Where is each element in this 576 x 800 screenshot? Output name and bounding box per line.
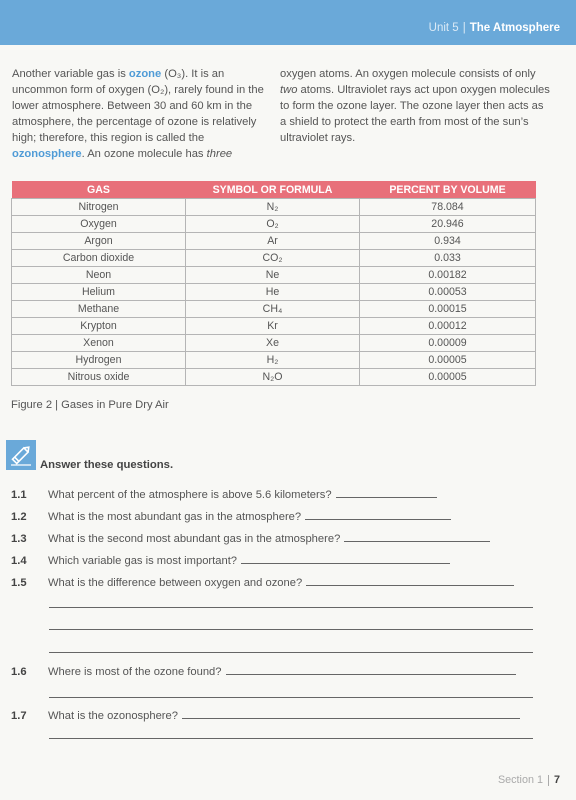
question-text: Where is most of the ozone found? xyxy=(48,666,222,678)
table-row xyxy=(12,250,536,267)
answer-blank[interactable] xyxy=(226,664,516,675)
intro-text: oxygen atoms. An oxygen molecule consists of only xyxy=(280,68,536,80)
pencil-badge xyxy=(6,440,36,470)
question-number: 1.3 xyxy=(11,533,27,545)
intro-paragraph-right xyxy=(280,66,550,146)
intro-text: Another variable gas is xyxy=(12,68,129,80)
gas-cell: Oxygen xyxy=(12,216,186,233)
question-text: What is the ozonosphere? xyxy=(48,710,178,722)
percent-cell: 78.084 xyxy=(360,199,536,216)
question-1-4 xyxy=(11,553,450,567)
question-number: 1.1 xyxy=(11,489,27,501)
table-row xyxy=(12,335,536,352)
table-row xyxy=(12,233,536,250)
answer-blank[interactable] xyxy=(306,575,514,586)
table-row xyxy=(12,318,536,335)
table-row xyxy=(12,369,536,386)
footer-divider xyxy=(548,775,549,786)
percent-cell: 0.00015 xyxy=(360,301,536,318)
percent-cell: 0.00182 xyxy=(360,267,536,284)
question-number: 1.7 xyxy=(11,710,27,722)
answer-blank[interactable] xyxy=(241,553,450,564)
gas-cell: Carbon dioxide xyxy=(12,250,186,267)
gas-cell: Argon xyxy=(12,233,186,250)
questions-heading: Answer these questions. xyxy=(40,459,174,471)
gas-cell: Helium xyxy=(12,284,186,301)
percent-cell: 0.00012 xyxy=(360,318,536,335)
question-1-1 xyxy=(11,487,437,501)
emphasis-two: two xyxy=(280,84,298,96)
symbol-cell: Ne xyxy=(186,267,360,284)
keyword-ozonosphere: ozonosphere xyxy=(12,148,82,160)
question-1-3 xyxy=(11,531,490,545)
question-text: What percent of the atmosphere is above 5.6 kilometers? xyxy=(48,489,332,501)
keyword-ozone: ozone xyxy=(128,68,162,80)
gas-cell: Nitrous oxide xyxy=(12,369,186,386)
page-header xyxy=(0,0,576,45)
answer-blank[interactable] xyxy=(305,509,451,520)
question-1-6 xyxy=(11,664,516,678)
table-row xyxy=(12,199,536,216)
question-text: What is the most abundant gas in the atmosphere? xyxy=(48,511,302,523)
answer-line[interactable] xyxy=(49,652,533,653)
question-1-7 xyxy=(11,708,520,722)
symbol-cell: N₂O xyxy=(186,369,360,386)
column-header-percent: PERCENT BY VOLUME xyxy=(360,181,536,199)
gas-cell: Neon xyxy=(12,267,186,284)
symbol-cell: N₂ xyxy=(186,199,360,216)
gas-cell: Nitrogen xyxy=(12,199,186,216)
percent-cell: 0.934 xyxy=(360,233,536,250)
question-text: What is the second most abundant gas in the atmosphere? xyxy=(48,533,341,545)
figure-caption: Figure 2 | Gases in Pure Dry Air xyxy=(11,399,169,411)
percent-cell: 20.946 xyxy=(360,216,536,233)
answer-blank[interactable] xyxy=(182,708,520,719)
answer-line[interactable] xyxy=(49,607,533,608)
answer-blank[interactable] xyxy=(336,487,437,498)
table-row xyxy=(12,301,536,318)
table-row xyxy=(12,352,536,369)
symbol-cell: Ar xyxy=(186,233,360,250)
percent-cell: 0.033 xyxy=(360,250,536,267)
page-number: 7 xyxy=(553,774,560,786)
gas-cell: Hydrogen xyxy=(12,352,186,369)
column-header-gas: GAS xyxy=(12,181,186,199)
chapter-title: The Atmosphere xyxy=(469,22,560,34)
symbol-cell: Kr xyxy=(186,318,360,335)
column-header-symbol: SYMBOL OR FORMULA xyxy=(186,181,360,199)
question-1-2 xyxy=(11,509,451,523)
percent-cell: 0.00053 xyxy=(360,284,536,301)
answer-line[interactable] xyxy=(49,697,533,698)
symbol-cell: O₂ xyxy=(186,216,360,233)
table-row xyxy=(12,284,536,301)
symbol-cell: H₂ xyxy=(186,352,360,369)
percent-cell: 0.00005 xyxy=(360,352,536,369)
header-separator: | xyxy=(462,22,466,34)
symbol-cell: Xe xyxy=(186,335,360,352)
answer-line[interactable] xyxy=(49,738,533,739)
question-number: 1.2 xyxy=(11,511,27,523)
question-number: 1.5 xyxy=(11,577,27,589)
question-number: 1.6 xyxy=(11,666,27,678)
intro-text: . An ozone molecule has xyxy=(81,148,207,160)
answer-line[interactable] xyxy=(49,629,533,630)
page-footer xyxy=(498,774,560,786)
percent-cell: 0.00005 xyxy=(360,369,536,386)
unit-label: Unit 5 xyxy=(428,22,459,34)
pencil-icon xyxy=(6,440,36,470)
table-row xyxy=(12,267,536,284)
intro-paragraph-left xyxy=(12,66,272,162)
emphasis-three: three xyxy=(206,148,233,160)
header-title xyxy=(429,22,560,34)
table-row xyxy=(12,216,536,233)
gas-cell: Methane xyxy=(12,301,186,318)
section-label: Section 1 xyxy=(497,774,543,786)
gas-cell: Xenon xyxy=(12,335,186,352)
answer-blank[interactable] xyxy=(344,531,490,542)
gas-cell: Krypton xyxy=(12,318,186,335)
symbol-cell: He xyxy=(186,284,360,301)
question-1-5 xyxy=(11,575,514,589)
question-text: What is the difference between oxygen and ozone? xyxy=(48,577,303,589)
percent-cell: 0.00009 xyxy=(360,335,536,352)
intro-text: (O₃). It is an uncommon form of oxygen (O₂), rarely found in the lower atmosphere. Between 30 and 60 km in the atmosphere, the percentage of ozone is relatively high; therefore, this region is called the xyxy=(12,68,264,144)
question-text: Which variable gas is most important? xyxy=(48,555,238,567)
intro-text: atoms. Ultraviolet rays act upon oxygen molecules to form the ozone layer. The ozone layer then acts as a shield to protect the earth from most of the sun’s ultraviolet rays. xyxy=(280,84,550,144)
gases-table xyxy=(11,181,535,386)
symbol-cell: CO₂ xyxy=(186,250,360,267)
question-number: 1.4 xyxy=(11,555,27,567)
symbol-cell: CH₄ xyxy=(186,301,360,318)
table-header-row xyxy=(12,181,536,199)
